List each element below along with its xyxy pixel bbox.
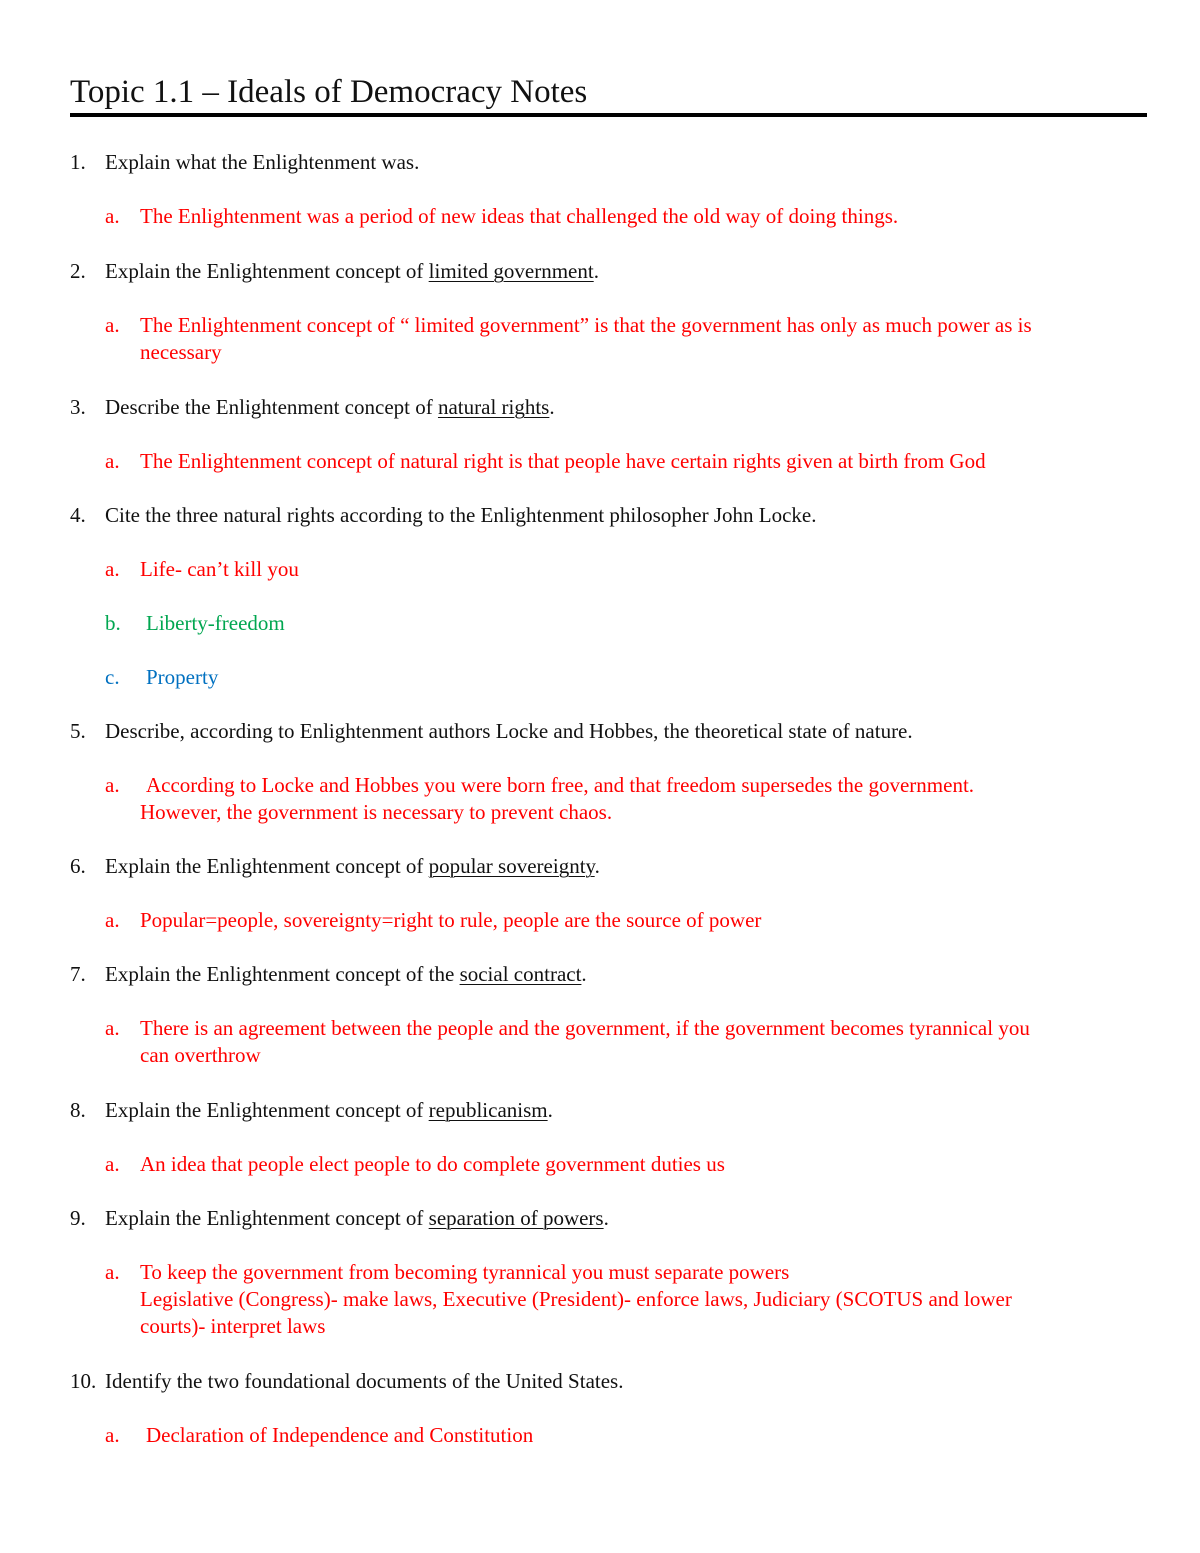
- question-6-term: popular sovereignty: [428, 854, 595, 878]
- question-8-text: Explain the Enlightenment concept of republicanism.: [105, 1098, 553, 1122]
- question-6-text: Explain the Enlightenment concept of popular sovereignty.: [105, 854, 600, 878]
- answer-4c-line-1: Property: [146, 665, 219, 689]
- question-2-term: limited government: [428, 259, 594, 283]
- answer-6a-line-1: Popular=people, sovereignty=right to rule, people are the source of power: [140, 908, 762, 932]
- answer-7a-letter: a.: [105, 1016, 120, 1040]
- answer-4b-line-1: Liberty-freedom: [146, 611, 285, 635]
- answer-6a-letter: a.: [105, 908, 120, 932]
- answer-7a-line-1: There is an agreement between the people and the government, if the government becomes tyrannical you: [140, 1016, 1030, 1040]
- answer-2a-line-2: necessary: [140, 340, 222, 364]
- answer-9a-letter: a.: [105, 1260, 120, 1284]
- answer-4b-letter: b.: [105, 611, 121, 635]
- question-5-number: 5.: [70, 719, 86, 743]
- answer-3a-letter: a.: [105, 449, 120, 473]
- answer-2a-letter: a.: [105, 313, 120, 337]
- question-7-term: social contract: [459, 962, 582, 986]
- answer-4a-letter: a.: [105, 557, 120, 581]
- answer-8a-letter: a.: [105, 1152, 120, 1176]
- question-10-number: 10.: [70, 1369, 97, 1393]
- question-3-term: natural rights: [437, 395, 550, 419]
- answer-3a-line-1: The Enlightenment concept of natural right is that people have certain rights given at birth from God: [140, 449, 986, 473]
- answer-7a-line-2: can overthrow: [140, 1043, 261, 1067]
- answer-8a-line-1: An idea that people elect people to do complete government duties us: [140, 1152, 725, 1176]
- question-5-text: Describe, according to Enlightenment authors Locke and Hobbes, the theoretical state of nature.: [105, 719, 913, 743]
- answer-2a-line-1: The Enlightenment concept of “ limited government” is that the government has only as much power as is: [140, 313, 1032, 337]
- answer-5a-letter: a.: [105, 773, 120, 797]
- answer-10a-line-1: Declaration of Independence and Constitution: [146, 1423, 534, 1447]
- question-1-text: Explain what the Enlightenment was.: [105, 150, 420, 174]
- question-2-text: Explain the Enlightenment concept of limited government.: [105, 259, 599, 283]
- question-9-term: separation of powers: [428, 1206, 604, 1230]
- question-4-number: 4.: [70, 503, 86, 527]
- question-9-text: Explain the Enlightenment concept of separation of powers.: [105, 1206, 609, 1230]
- question-3-number: 3.: [70, 395, 86, 419]
- answer-4c-letter: c.: [105, 665, 120, 689]
- answer-9a-line-1: To keep the government from becoming tyrannical you must separate powers: [140, 1260, 790, 1284]
- answer-9a-line-3: courts)- interpret laws: [140, 1314, 326, 1338]
- answer-9a-line-2: Legislative (Congress)- make laws, Executive (President)- enforce laws, Judiciary (SCOTUS and lower: [140, 1287, 1012, 1311]
- question-1-number: 1.: [70, 150, 86, 174]
- question-4-text: Cite the three natural rights according to the Enlightenment philosopher John Locke.: [105, 503, 817, 527]
- question-2-number: 2.: [70, 259, 86, 283]
- question-8-number: 8.: [70, 1098, 86, 1122]
- answer-10a-letter: a.: [105, 1423, 120, 1447]
- title-underline-rule: [70, 113, 1147, 117]
- question-9-number: 9.: [70, 1206, 86, 1230]
- answer-5a-line-2: However, the government is necessary to prevent chaos.: [140, 800, 613, 824]
- document-title: Topic 1.1 – Ideals of Democracy Notes: [70, 74, 588, 110]
- answer-4a-line-1: Life- can’t kill you: [140, 557, 299, 581]
- question-7-number: 7.: [70, 962, 86, 986]
- answer-1a-line-1: The Enlightenment was a period of new ideas that challenged the old way of doing things.: [140, 204, 899, 228]
- answer-5a-line-1: According to Locke and Hobbes you were born free, and that freedom supersedes the government.: [146, 773, 975, 797]
- question-8-term: republicanism: [428, 1098, 548, 1122]
- question-3-text: Describe the Enlightenment concept of natural rights.: [105, 395, 555, 419]
- answer-1a-letter: a.: [105, 204, 120, 228]
- question-6-number: 6.: [70, 854, 86, 878]
- question-7-text: Explain the Enlightenment concept of the social contract.: [105, 962, 587, 986]
- question-10-text: Identify the two foundational documents of the United States.: [105, 1369, 624, 1393]
